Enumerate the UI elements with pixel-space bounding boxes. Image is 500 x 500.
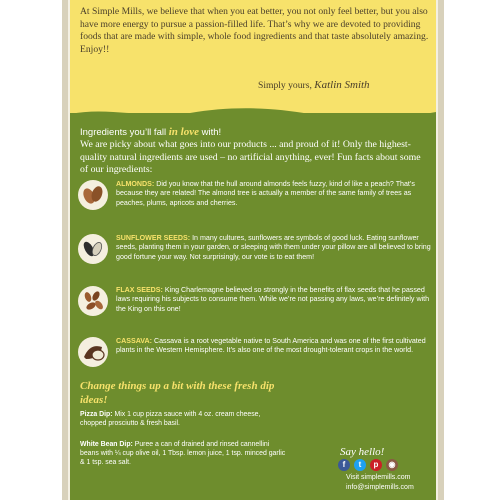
ingredient-text xyxy=(116,337,434,356)
ingredient-name: SUNFLOWER SEEDS: xyxy=(116,234,191,242)
dip-pizza xyxy=(80,410,288,428)
ingredients-heading-emphasis: in love xyxy=(168,126,199,138)
ingredient-description: Cassava is a root vegetable native to South America and was one of the first cultivated plants in the Western Hemisphere. It’s also one of the most drought-tolerant crops in the world. xyxy=(116,337,426,355)
dip-description: Puree a can of drained and rinsed cannellini beans with ¼ cup olive oil, 1 Tbsp. lemon juice, 1 tsp. minced garlic & 1 tsp. sea salt. xyxy=(80,441,286,467)
ingredient-description: Did you know that the hull around almonds feels fuzzy, kind of like a peach? That’s because they are related! The almond tree is actually a member of the same family of trees as peaches, plums, apricots and cherries. xyxy=(116,180,415,207)
instagram-icon[interactable]: ◉ xyxy=(386,459,398,471)
cassava-icon xyxy=(78,337,108,367)
signoff xyxy=(258,79,434,91)
ingredients-intro: We are picky about what goes into our products ... and proud of it! Only the highest-quality natural ingredients are used – no artificial anything, ever! Fun facts about some of our ingredients: xyxy=(80,139,421,175)
dip-ideas-heading: Change things up a bit with these fresh dip ideas! xyxy=(80,380,275,406)
pinterest-icon[interactable]: p xyxy=(370,459,382,471)
ingredient-name: ALMONDS: xyxy=(116,180,155,188)
ingredient-text xyxy=(116,286,434,314)
twitter-icon[interactable]: t xyxy=(354,459,366,471)
ingredients-heading-end: with! xyxy=(201,127,222,138)
dip-description: Mix 1 cup pizza sauce with 4 oz. cream cheese, chopped prosciutto & fresh basil. xyxy=(80,411,261,428)
ingredient-name: CASSAVA: xyxy=(116,337,152,345)
dip-name: White Bean Dip: xyxy=(80,441,133,448)
package-right-edge xyxy=(438,0,444,500)
ingredient-name: FLAX SEEDS: xyxy=(116,286,163,294)
facebook-icon[interactable]: f xyxy=(338,459,350,471)
ingredients-heading xyxy=(80,126,420,138)
wave-divider xyxy=(70,104,436,124)
almond-icon xyxy=(78,180,108,210)
website-link[interactable]: Visit simplemills.com xyxy=(346,474,411,481)
dip-name: Pizza Dip: xyxy=(80,411,113,418)
flax-seed-icon xyxy=(78,286,108,316)
email-link[interactable]: info@simplemills.com xyxy=(346,484,414,491)
say-hello: Say hello! xyxy=(340,446,385,458)
package-left-edge xyxy=(62,0,68,500)
dip-white-bean xyxy=(80,440,288,468)
ingredient-text xyxy=(116,234,434,262)
ingredient-text xyxy=(116,180,434,208)
brand-message: At Simple Mills, we believe that when you eat better, you not only feel better, but you also have more energy to pursue a passion-filled life. That’s why we are devoted to providing foods that are made with simple, whole food ingredients and that taste absolutely amazing. Enjoy!! xyxy=(80,6,429,55)
signoff-text: Simply yours, xyxy=(258,80,312,91)
ingredients-heading-start: Ingredients you’ll fall xyxy=(80,127,167,138)
signature: Katlin Smith xyxy=(314,79,370,91)
social-icons xyxy=(338,459,426,473)
sunflower-seed-icon xyxy=(78,234,108,264)
ingredient-description: King Charlemagne believed so strongly in the benefits of flax seeds that he passed laws requiring his subjects to consume them. While we’re not passing any laws, we’re definitely with the King on this one! xyxy=(116,286,430,313)
ingredient-description: In many cultures, sunflowers are symbols of good luck. Eating sunflower seeds, planting them in your garden, or sleeping with them under your pillow are all believed to bring good fortune your way. Not surprisingly, our vote is to eat them! xyxy=(116,234,431,261)
